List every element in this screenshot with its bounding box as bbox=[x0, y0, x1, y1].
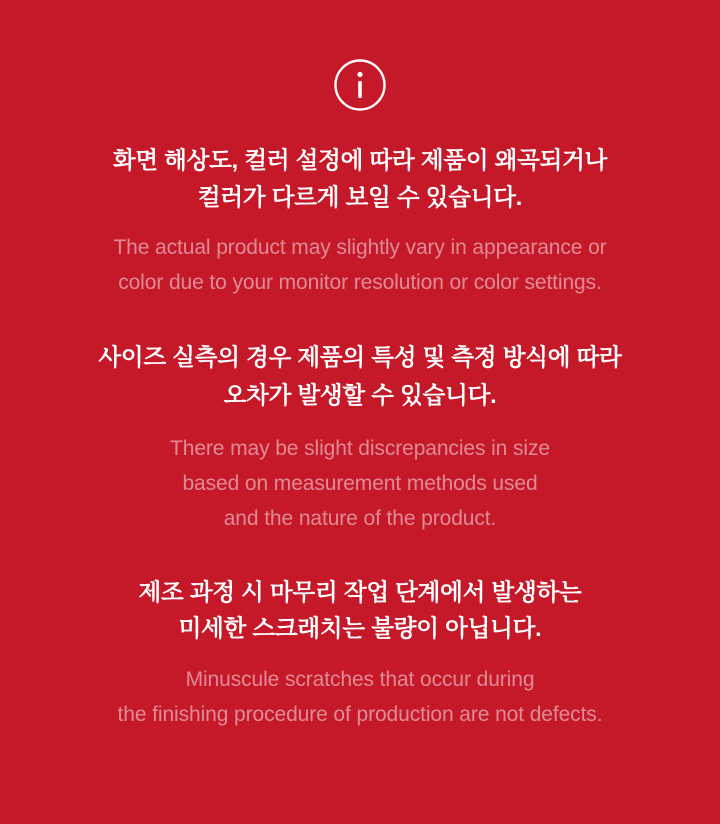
english-line: the finishing procedure of production are not defects. bbox=[117, 703, 603, 726]
korean-line: 사이즈 실측의 경우 제품의 특성 및 측정 방식에 따라 bbox=[98, 344, 622, 370]
english-line: color due to your monitor resolution or color settings. bbox=[118, 271, 602, 294]
korean-line: 컬러가 다르게 보일 수 있습니다. bbox=[197, 184, 523, 210]
disclaimer-korean-text bbox=[30, 338, 690, 414]
disclaimer-block-size bbox=[30, 338, 690, 536]
korean-line: 오차가 발생할 수 있습니다. bbox=[223, 382, 497, 408]
english-line: There may be slight discrepancies in size bbox=[170, 437, 550, 460]
disclaimer-block-scratches bbox=[30, 574, 690, 732]
disclaimer-english-text bbox=[30, 230, 690, 300]
english-line: The actual product may slightly vary in appearance or bbox=[113, 236, 607, 259]
english-line: Minuscule scratches that occur during bbox=[185, 668, 535, 691]
korean-line: 미세한 스크래치는 불량이 아닙니다. bbox=[178, 615, 542, 641]
disclaimer-block-display bbox=[30, 142, 690, 300]
english-line: and the nature of the product. bbox=[223, 507, 497, 530]
disclaimer-english-text bbox=[30, 431, 690, 536]
english-line: based on measurement methods used bbox=[182, 472, 538, 495]
disclaimer-korean-text bbox=[30, 574, 690, 646]
korean-line: 제조 과정 시 마무리 작업 단계에서 발생하는 bbox=[138, 579, 582, 605]
korean-line: 화면 해상도, 컬러 설정에 따라 제품이 왜곡되거나 bbox=[112, 147, 608, 173]
disclaimer-english-text bbox=[30, 662, 690, 732]
info-circle-icon bbox=[333, 58, 387, 112]
disclaimer-korean-text bbox=[30, 142, 690, 216]
